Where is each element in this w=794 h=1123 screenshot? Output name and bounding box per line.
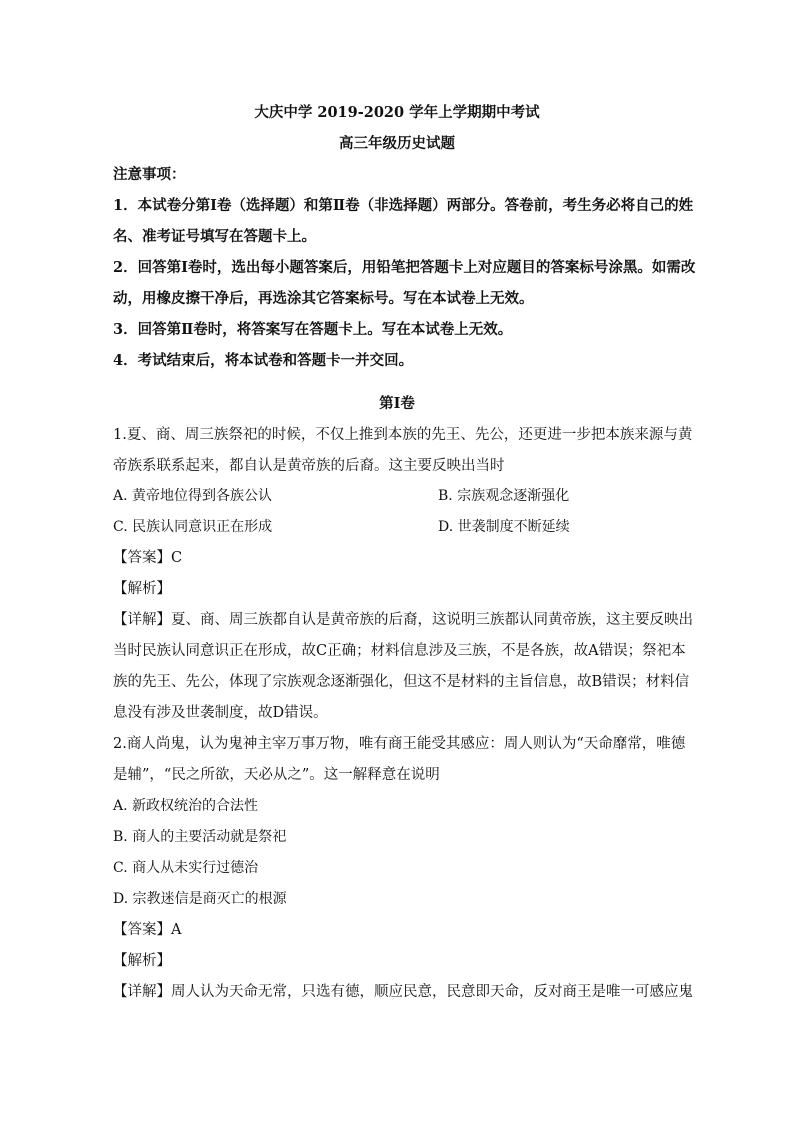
q2-option-d: D. 宗教迷信是商灭亡的根源 <box>113 891 287 907</box>
notice-line: 动，用橡皮擦干净后，再选涂其它答案标号。写在本试卷上无效。 <box>113 290 534 307</box>
q2-option-a: A. 新政权统治的合法性 <box>113 798 259 814</box>
q1-analysis-label: 【解析】 <box>113 581 171 597</box>
notice-line: 3．回答第Ⅱ卷时，将答案写在答题卡上。写在本试卷上无效。 <box>113 321 513 338</box>
q1-detail-line: 【详解】夏、商、周三族都自认是黄帝族的后裔，这说明三族都认同黄帝族，这主要反映出 <box>113 612 693 628</box>
q1-detail-line: 当时民族认同意识正在形成，故C正确；材料信息涉及三族，不是各族，故A错误；祭祀本 <box>113 643 686 659</box>
section-title: 第Ⅰ卷 <box>379 395 415 412</box>
q2-answer: 【答案】A <box>113 922 182 938</box>
q2-option-c: C. 商人从未实行过德治 <box>113 860 259 876</box>
exam-subtitle: 高三年级历史试题 <box>339 135 455 152</box>
notice-line: 4．考试结束后，将本试卷和答题卡一并交回。 <box>113 352 414 369</box>
notice-line: 名、准考证号填写在答题卡上。 <box>113 228 316 245</box>
q1-option-b: B. 宗族观念逐渐强化 <box>438 488 570 504</box>
notice-line: 1．本试卷分第Ⅰ卷（选择题）和第Ⅱ卷（非选择题）两部分。答卷前，考生务必将自己的姓 <box>113 197 694 214</box>
q1-option-a: A. 黄帝地位得到各族公认 <box>113 488 273 504</box>
q1-stem-line: 1.夏、商、周三族祭祀的时候，不仅上推到本族的先王、先公，还更进一步把本族来源与黄 <box>113 427 693 443</box>
q1-detail-line: 族的先王、先公，体现了宗族观念逐渐强化，但这不是材料的主旨信息，故B错误；材料信 <box>113 674 690 690</box>
q2-stem-line: 2.商人尚鬼，认为鬼神主宰万事万物，唯有商王能受其感应：周人则认为“天命靡常，唯德 <box>113 736 686 752</box>
q1-option-d: D. 世袭制度不断延续 <box>438 519 570 535</box>
q1-answer: 【答案】C <box>113 550 183 566</box>
q2-detail-line: 【详解】周人认为天命无常，只选有德，顺应民意，民意即天命，反对商王是唯一可感应鬼 <box>113 984 693 1000</box>
notice-line: 2．回答第Ⅰ卷时，选出每小题答案后，用铅笔把答题卡上对应题目的答案标号涂黑。如需改 <box>113 259 696 276</box>
q2-option-b: B. 商人的主要活动就是祭祀 <box>113 829 287 845</box>
q2-stem-line: 是辅”，“民之所欲，天必从之”。这一解释意在说明 <box>113 767 440 783</box>
q2-analysis-label: 【解析】 <box>113 953 171 969</box>
q1-detail-line: 息没有涉及世袭制度，故D错误。 <box>113 705 328 721</box>
exam-title: 大庆中学 2019-2020 学年上学期期中考试 <box>254 104 540 121</box>
notice-heading: 注意事项： <box>113 166 186 183</box>
q1-option-c: C. 民族认同意识正在形成 <box>113 519 273 535</box>
q1-stem-line: 帝族系联系起来，都自认是黄帝族的后裔。这主要反映出当时 <box>113 458 505 474</box>
